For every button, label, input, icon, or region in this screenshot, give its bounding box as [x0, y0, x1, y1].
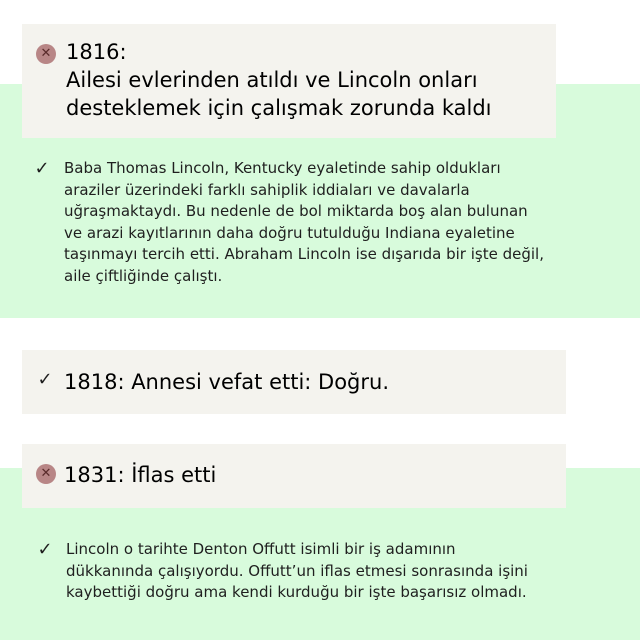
heading-line: Ailesi evlerinden atıldı ve Lincoln onları [66, 68, 478, 92]
checkmark-icon: ✓ [37, 539, 53, 560]
checkmark-icon: ✓ [34, 158, 50, 179]
body-line: Lincoln o tarihte Denton Offutt isimli bir iş adamının [66, 540, 456, 558]
heading-line: 1831: İflas etti [64, 463, 217, 487]
checkmark-icon: ✓ [37, 369, 53, 390]
body-line: ve arazi kayıtlarının daha doğru tutulduğu Indiana eyaletine [64, 223, 515, 242]
explanation-1831 [66, 539, 528, 604]
claim-heading-1816 [66, 38, 492, 122]
explanation-1816 [64, 158, 544, 287]
heading-line: desteklemek için çalışmak zorunda kaldı [66, 96, 492, 120]
body-line: taşınmayı tercih etti. Abraham Lincoln ise dışarıda bir işte değil, [64, 245, 544, 263]
heading-line: 1818: Annesi vefat etti: Doğru. [64, 370, 390, 394]
body-line: uğraşmaktaydı. Bu nedenle de bol miktarda boş alan bulunan [64, 202, 528, 220]
claim-heading-1831 [64, 461, 216, 489]
heading-line: 1816: [66, 40, 127, 64]
x-circle-icon: ✕ [36, 44, 56, 64]
body-line: araziler üzerindeki farklı sahiplik iddiaları ve davalarla [64, 180, 470, 199]
body-line: kaybettiği doğru ama kendi kurduğu bir işte başarısız olmadı. [66, 583, 527, 601]
x-circle-icon: ✕ [36, 464, 56, 484]
claim-heading-1818 [64, 368, 389, 396]
body-line: Baba Thomas Lincoln, Kentucky eyaletinde sahip oldukları [64, 159, 501, 177]
body-line: dükkanında çalışıyordu. Offutt’un iflas etmesi sonrasında işini [66, 561, 528, 580]
body-line: aile çiftliğinde çalıştı. [64, 266, 223, 285]
